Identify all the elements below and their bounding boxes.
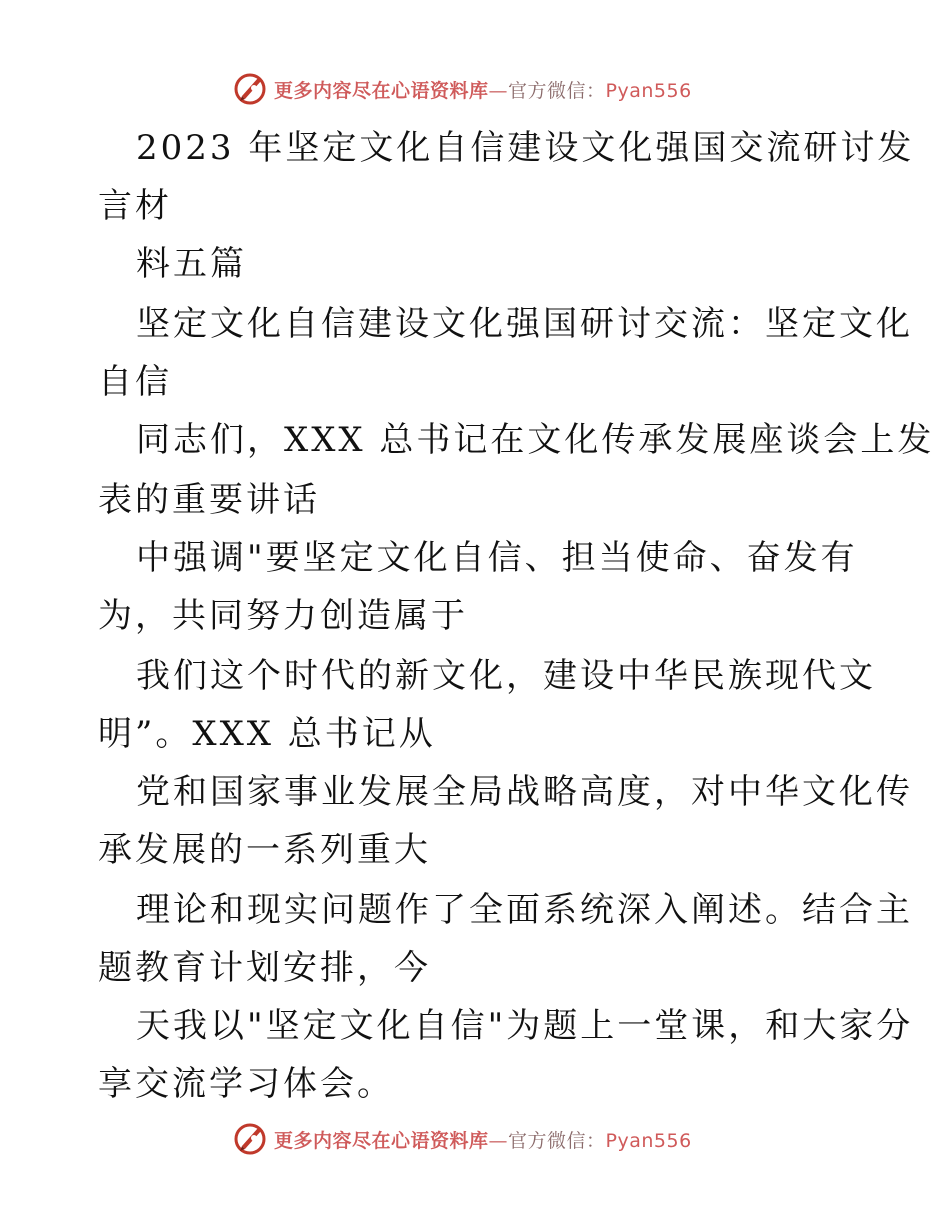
text-line-15: 题教育计划安排，今 — [98, 948, 431, 988]
banner-dash: — — [488, 1130, 509, 1152]
banner-main-text: 更多内容尽在心语资料库 — [274, 80, 489, 102]
text-line-8: 中强调"要坚定文化自信、担当使命、奋发有 — [136, 538, 858, 578]
banner-dash: — — [488, 80, 509, 102]
pen-logo-icon — [232, 1120, 268, 1156]
banner-wechat-id: Pyan556 — [605, 1130, 692, 1152]
text-line-7: 表的重要讲话 — [98, 480, 320, 520]
text-line-9: 为，共同努力创造属于 — [98, 596, 468, 636]
text-line-5: 自信 — [98, 362, 172, 402]
footer-watermark-banner — [0, 1118, 950, 1162]
text-line-13: 承发展的一系列重大 — [98, 830, 431, 870]
text-line-17: 享交流学习体会。 — [98, 1064, 394, 1104]
banner-wechat-label: 官方微信： — [508, 80, 606, 102]
text-line-16: 天我以"坚定文化自信"为题上一堂课，和大家分 — [136, 1006, 914, 1046]
banner-wechat-label: 官方微信： — [508, 1130, 606, 1152]
text-line-2: 言材 — [98, 186, 172, 226]
text-line-11: 明”。XXX 总书记从 — [98, 714, 436, 754]
banner-wechat-id: Pyan556 — [605, 80, 692, 102]
header-watermark-banner — [0, 68, 950, 112]
text-line-6: 同志们，XXX 总书记在文化传承发展座谈会上发 — [136, 420, 935, 460]
text-line-12: 党和国家事业发展全局战略高度，对中华文化传 — [136, 772, 913, 812]
text-line-3: 料五篇 — [136, 244, 247, 284]
banner-main-text: 更多内容尽在心语资料库 — [274, 1130, 489, 1152]
pen-logo-icon — [232, 70, 268, 106]
text-line-1: 2023 年坚定文化自信建设文化强国交流研讨发 — [136, 128, 915, 168]
text-line-4: 坚定文化自信建设文化强国研讨交流：坚定文化 — [136, 304, 913, 344]
text-line-10: 我们这个时代的新文化，建设中华民族现代文 — [136, 656, 876, 696]
text-line-14: 理论和现实问题作了全面系统深入阐述。结合主 — [136, 890, 913, 930]
